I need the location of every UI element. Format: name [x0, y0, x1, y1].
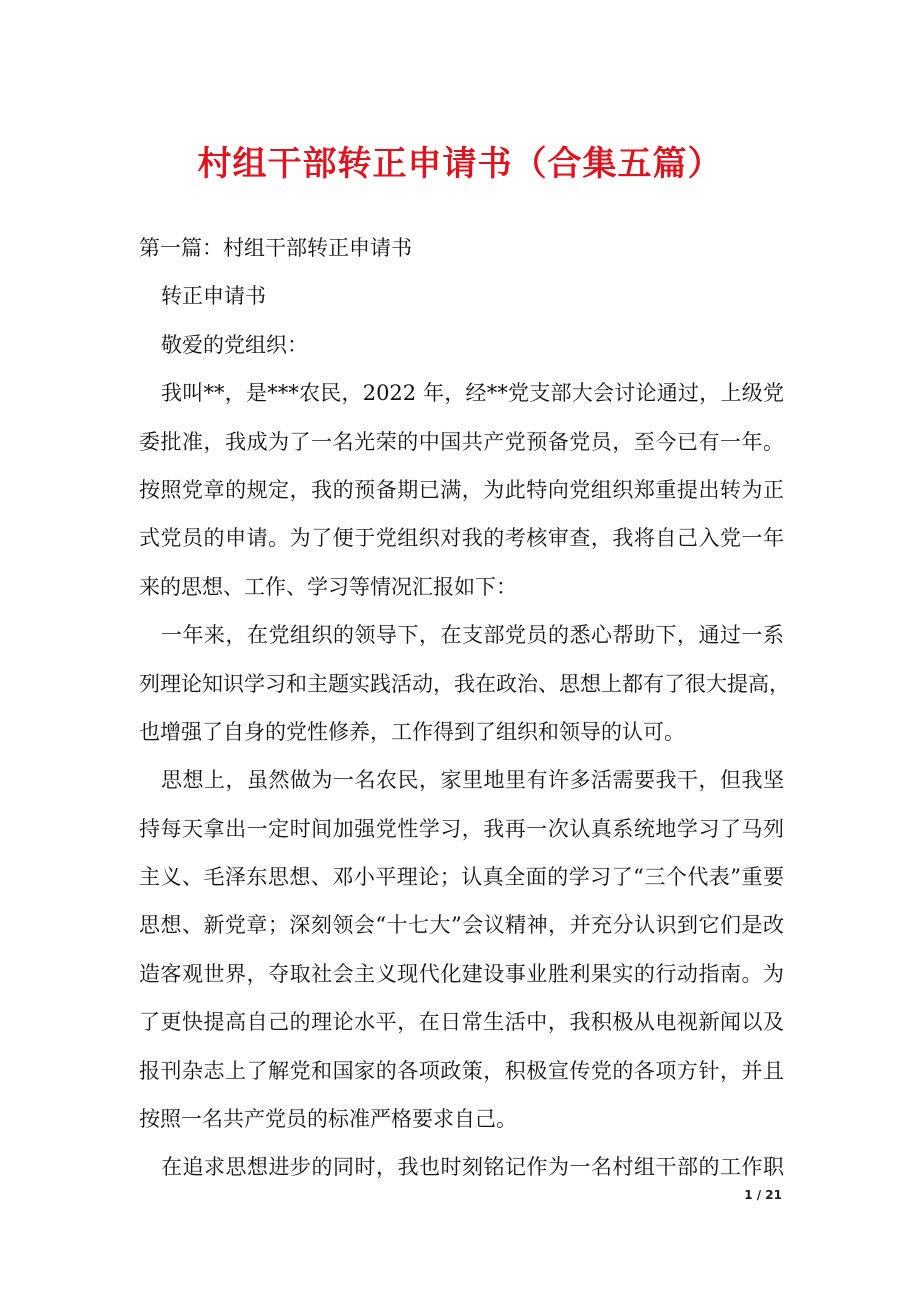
salutation: 敬爱的党组织：: [161, 332, 308, 357]
paragraph-line: 了更快提高自己的理论水平，在日常生活中，我积极从电视新闻以及: [139, 1010, 784, 1035]
paragraph-line: 持每天拿出一定时间加强党性学习，我再一次认真系统地学习了马列: [139, 816, 784, 841]
document-title: 村组干部转正申请书（合集五篇）: [197, 144, 723, 184]
paragraph-line: 我叫**，是***农民，2022 年，经**党支部大会讨论通过，上级党: [161, 381, 784, 406]
paragraph-line: 按照一名共产党员的标准严格要求自己。: [139, 1107, 517, 1132]
paragraph-line: 一年来，在党组织的领导下，在支部党员的悉心帮助下，通过一系: [161, 623, 784, 648]
paragraph-line: 式党员的申请。为了便于党组织对我的考核审查，我将自己入党一年: [139, 526, 784, 551]
paragraph-line: 来的思想、工作、学习等情况汇报如下：: [139, 574, 517, 599]
page-number: 1 / 21: [744, 1188, 782, 1202]
letter-title: 转正申请书: [161, 284, 266, 309]
section-heading: 第一篇：村组干部转正申请书: [139, 236, 412, 260]
paragraph-line: 造客观世界，夺取社会主义现代化建设事业胜利果实的行动指南。为: [139, 961, 784, 986]
paragraph-line: 报刊杂志上了解党和国家的各项政策，积极宣传党的各项方针，并且: [139, 1058, 784, 1083]
paragraph-line: 在追求思想进步的同时，我也时刻铭记作为一名村组干部的工作职: [161, 1155, 784, 1180]
paragraph-line: 主义、毛泽东思想、邓小平理论；认真全面的学习了“三个代表”重要: [139, 865, 784, 890]
paragraph-line: 思想上，虽然做为一名农民，家里地里有许多活需要我干，但我坚: [161, 768, 784, 793]
paragraph-line: 也增强了自身的党性修养，工作得到了组织和领导的认可。: [139, 719, 685, 744]
paragraph-line: 列理论知识学习和主题实践活动，我在政治、思想上都有了很大提高，: [139, 671, 790, 696]
document-body: [139, 224, 790, 1192]
paragraph-line: 委批准，我成为了一名光荣的中国共产党预备党员，至今已有一年。: [139, 429, 784, 454]
paragraph-line: 按照党章的规定，我的预备期已满，为此特向党组织郑重提出转为正: [139, 477, 784, 502]
paragraph-line: 思想、新党章；深刻领会“十七大”会议精神，并充分认识到它们是改: [139, 913, 784, 938]
